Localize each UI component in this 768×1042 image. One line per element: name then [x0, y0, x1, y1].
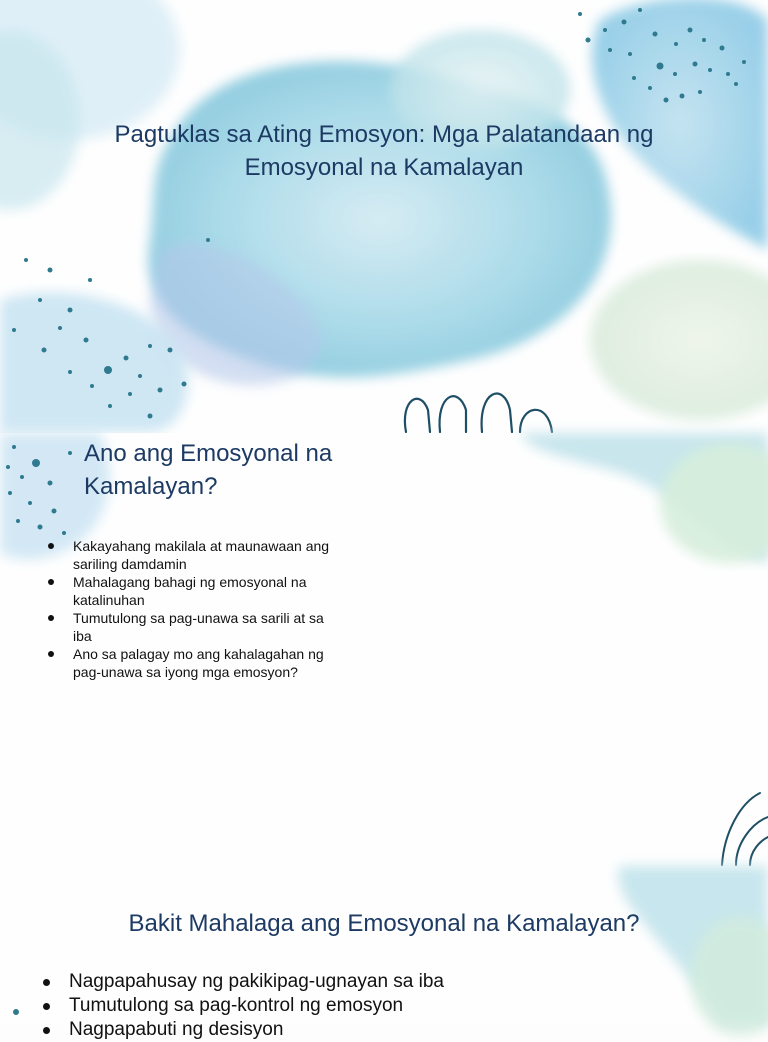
list-item: Tumutulong sa pag-kontrol ng emosyon: [40, 994, 640, 1018]
list-item: Mahalagang bahagi ng emosyonal na katalinuhan: [46, 574, 346, 609]
slide-3-bullet-list: [40, 970, 640, 1042]
list-item: Nagpapahusay ng pakikipag-ugnayan sa iba: [40, 970, 640, 994]
list-item: Kakayahang makilala at maunawaan ang sariling damdamin: [46, 538, 346, 573]
slide-1: [0, 0, 768, 432]
slide-3: [0, 866, 768, 1040]
slide-2-title: Ano ang Emosyonal na Kamalayan?: [84, 440, 333, 500]
watercolor-background: [0, 0, 768, 432]
list-item: Tumutulong sa pag-unawa sa sarili at sa iba: [46, 610, 346, 645]
list-item: Ano sa palagay mo ang kahalagahan ng pag-unawa sa iyong mga emosyon?: [46, 646, 346, 681]
slide-2: [0, 433, 768, 865]
list-item: Nagpapabuti ng desisyon: [40, 1018, 640, 1042]
slide-2-bullet-list: [46, 538, 346, 682]
slide-1-title: Pagtuklas sa Ating Emosyon: Mga Palatandaan ng Emosyonal na Kamalayan: [114, 121, 654, 181]
slide-3-title: Bakit Mahalaga ang Emosyonal na Kamalayan?: [128, 910, 640, 937]
